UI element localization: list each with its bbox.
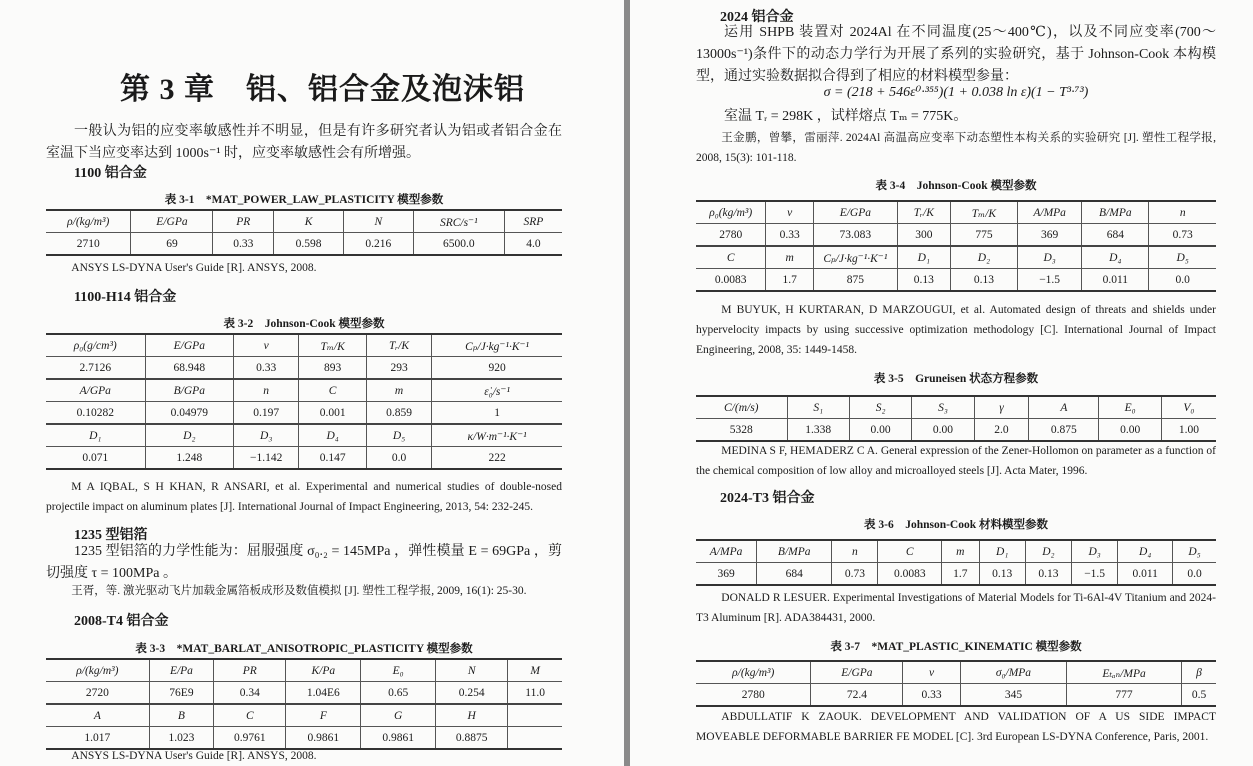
table-header-cell: D₄: [1082, 246, 1149, 269]
table-header-cell: G: [361, 704, 436, 727]
table-header-cell: C: [878, 540, 942, 563]
table-header-cell: SRP: [504, 210, 562, 233]
table-cell: −1.5: [1072, 563, 1118, 586]
table-header-cell: C: [696, 246, 766, 269]
table-row: [696, 269, 1216, 292]
table-header-cell: B: [149, 704, 214, 727]
table-cell: 1.248: [145, 447, 234, 470]
table-cell: 0.00: [849, 419, 911, 442]
heading-2024: 2024 铝合金: [720, 10, 794, 25]
table-header-cell: ρ₀(kg/m³): [696, 201, 766, 224]
table-cell: 0.13: [950, 269, 1017, 292]
table-header-cell: Cₚ/J·kg⁻¹·K⁻¹: [813, 246, 897, 269]
table-header-cell: A/MPa: [696, 540, 757, 563]
table-header-cell: D₂: [950, 246, 1017, 269]
table-header-cell: D₅: [1173, 540, 1216, 563]
table-3-1-reference: ANSYS LS-DYNA User's Guide [R]. ANSYS, 2008.: [71, 262, 317, 274]
table-3-7-caption: 表 3-7 *MAT_PLASTIC_KINEMATIC 模型参数: [830, 641, 1082, 653]
table-cell: 72.4: [811, 684, 903, 707]
table-header-cell: m: [942, 540, 980, 563]
table-header-cell: E₀: [361, 659, 436, 682]
table-3-5: [696, 395, 1216, 442]
table-header-cell: D₁: [46, 424, 145, 447]
table-header-cell: ρ/(kg/m³): [46, 210, 131, 233]
table-row: [46, 682, 562, 705]
table-cell: 0.33: [213, 233, 274, 256]
heading-2024-t3: 2024-T3 铝合金: [720, 491, 815, 506]
table-row: [696, 419, 1216, 442]
table-header-row: [696, 661, 1216, 684]
table-3-7: [696, 660, 1216, 707]
table-header-cell: PR: [213, 210, 274, 233]
table-cell: 1: [432, 402, 562, 425]
table-header-cell: D₄: [1118, 540, 1173, 563]
table-header-cell: E/GPa: [811, 661, 903, 684]
table-cell: 0.65: [361, 682, 436, 705]
table-cell: 2780: [696, 224, 766, 247]
table-header-cell: S₂: [849, 396, 911, 419]
table-cell: 0.10282: [46, 402, 145, 425]
table-cell: 777: [1067, 684, 1182, 707]
table-cell: 0.9861: [286, 727, 361, 750]
table-cell: 5328: [696, 419, 787, 442]
table-header-cell: ν: [766, 201, 814, 224]
table-header-cell: ρ/(kg/m³): [696, 661, 811, 684]
table-row: [696, 563, 1216, 586]
table-cell: 0.5: [1182, 684, 1217, 707]
table-cell: −1.142: [234, 447, 299, 470]
table-cell: 0.33: [903, 684, 960, 707]
johnson-cook-formula: σ = (218 + 546ε⁰·³⁵⁵)(1 + 0.038 ln ε̇)(1 − T³·⁷³): [823, 85, 1089, 100]
table-header-cell: M: [508, 659, 562, 682]
table-header-cell: E₀: [1099, 396, 1161, 419]
table-3-1: [46, 209, 562, 256]
table-header-cell: A/MPa: [1017, 201, 1081, 224]
table-cell: 0.011: [1082, 269, 1149, 292]
table-header-cell: K: [274, 210, 344, 233]
table-cell: 0.73: [1149, 224, 1216, 247]
table-cell: 6500.0: [413, 233, 504, 256]
table-header-row: [46, 334, 562, 357]
table-cell: 0.216: [343, 233, 413, 256]
table-cell: 0.197: [234, 402, 299, 425]
table-header-cell: E/GPa: [131, 210, 213, 233]
table-cell: 0.73: [832, 563, 878, 586]
table-header-cell: n: [832, 540, 878, 563]
table-3-6: [696, 539, 1216, 586]
table-header-cell: Tₘ/K: [299, 334, 367, 357]
table-cell: 1.04E6: [286, 682, 361, 705]
table-header-cell: S₃: [912, 396, 974, 419]
heading-1235: 1235 型铝箔: [74, 528, 148, 543]
table-cell: 369: [1017, 224, 1081, 247]
table-header-cell: κ/W·m⁻¹·K⁻¹: [432, 424, 562, 447]
chapter-title: 第 3 章 铝、铝合金及泡沫铝: [120, 73, 525, 106]
table-cell: 0.0: [367, 447, 432, 470]
table-header-row: [696, 201, 1216, 224]
table-cell: 0.147: [299, 447, 367, 470]
table-header-row: [696, 396, 1216, 419]
table-cell: 2720: [46, 682, 149, 705]
foil-1235-reference: 王胥，等. 激光驱动飞片加载金属箔板成形及数值模拟 [J]. 塑性工程学报, 2009, 16(1): 25-30.: [71, 585, 527, 597]
table-3-3-reference: ANSYS LS-DYNA User's Guide [R]. ANSYS, 2008.: [71, 750, 317, 762]
table-header-row: [46, 379, 562, 402]
table-header-cell: ν: [234, 334, 299, 357]
table-header-cell: D₅: [367, 424, 432, 447]
table-header-cell: A: [1029, 396, 1099, 419]
table-cell: 684: [1082, 224, 1149, 247]
table-header-cell: A: [46, 704, 149, 727]
table-cell: 0.071: [46, 447, 145, 470]
table-header-cell: D₂: [1025, 540, 1071, 563]
table-header-cell: S₁: [787, 396, 849, 419]
table-header-cell: γ: [974, 396, 1029, 419]
table-cell: 775: [950, 224, 1017, 247]
table-cell: 69: [131, 233, 213, 256]
table-cell: 2.0: [974, 419, 1029, 442]
table-3-2-caption: 表 3-2 Johnson-Cook 模型参数: [223, 318, 385, 330]
table-header-cell: D₂: [145, 424, 234, 447]
table-cell: 0.33: [234, 357, 299, 380]
table-3-4-reference: M BUYUK, H KURTARAN, D MARZOUGUI, et al. Automated design of threats and shields under hypervelocity impacts by using successive optimization methodology [C]. International Journal of Impact Engineering, 2008, 35: 1449-1458.: [696, 304, 1216, 356]
table-header-cell: B/MPa: [1082, 201, 1149, 224]
table-3-7-reference: ABDULLATIF K ZAOUK. DEVELOPMENT AND VALIDATION OF A US SIDE IMPACT MOVEABLE DEFORMABLE BARRIER FE MODEL [C]. 3rd European LS-DYNA Conference, Paris, 2001.: [696, 711, 1216, 743]
heading-2008-t4: 2008-T4 铝合金: [74, 614, 169, 629]
table-header-cell: C: [299, 379, 367, 402]
table-header-cell: n: [234, 379, 299, 402]
table-cell: 1.023: [149, 727, 214, 750]
table-cell: 76E9: [149, 682, 214, 705]
table-header-cell: C/(m/s): [696, 396, 787, 419]
table-cell: 0.9861: [361, 727, 436, 750]
table-cell: 1.338: [787, 419, 849, 442]
table-header-cell: PR: [214, 659, 286, 682]
table-header-cell: n: [1149, 201, 1216, 224]
table-cell: 73.083: [813, 224, 897, 247]
table-3-6-caption: 表 3-6 Johnson-Cook 材料模型参数: [863, 519, 1049, 531]
table-cell: 0.9761: [214, 727, 286, 750]
table-cell: 369: [696, 563, 757, 586]
table-header-row: [46, 210, 562, 233]
table-header-cell: Tᵣ/K: [367, 334, 432, 357]
left-page: [0, 0, 624, 766]
table-header-row: [696, 246, 1216, 269]
table-header-cell: D₄: [299, 424, 367, 447]
right-page: [630, 0, 1253, 766]
table-header-cell: m: [367, 379, 432, 402]
table-header-cell: E/GPa: [145, 334, 234, 357]
table-cell: 0.04979: [145, 402, 234, 425]
table-cell: 893: [299, 357, 367, 380]
table-header-cell: Cₚ/J·kg⁻¹·K⁻¹: [432, 334, 562, 357]
table-header-row: [46, 704, 562, 727]
table-cell: 0.0: [1173, 563, 1216, 586]
table-header-cell: N: [343, 210, 413, 233]
table-header-cell: ε̇₀/s⁻¹: [432, 379, 562, 402]
table-header-cell: N: [436, 659, 508, 682]
table-header-cell: ρ₀(g/cm³): [46, 334, 145, 357]
table-3-5-reference: MEDINA S F, HEMADERZ C A. General expression of the Zener-Hollomon on parameter as a function of the chemical composition of low alloy and microalloyed steels [J]. Acta Mater, 1996.: [696, 445, 1216, 477]
table-cell: 1.00: [1161, 419, 1216, 442]
heading-1100-h14: 1100-H14 铝合金: [74, 290, 177, 305]
table-header-cell: [508, 704, 562, 727]
foil-1235-paragraph: 1235 型铝箔的力学性能为：屈服强度 σ₀.₂ = 145MPa ，弹性模量 E = 69GPa ，剪切强度 τ = 100MPa 。: [46, 544, 562, 581]
table-cell: 875: [813, 269, 897, 292]
table-header-cell: D₃: [234, 424, 299, 447]
table-cell: 0.254: [436, 682, 508, 705]
table-cell: 4.0: [504, 233, 562, 256]
table-header-cell: SRC/s⁻¹: [413, 210, 504, 233]
table-cell: 345: [960, 684, 1066, 707]
table-cell: 0.33: [766, 224, 814, 247]
table-header-row: [46, 424, 562, 447]
table-header-cell: H: [436, 704, 508, 727]
table-header-cell: D₅: [1149, 246, 1216, 269]
table-3-6-reference: DONALD R LESUER. Experimental Investigations of Material Models for Ti-6Al-4V Titanium and 2024-T3 Aluminum [R]. ADA384431, 2000.: [696, 592, 1216, 624]
table-row: [46, 233, 562, 256]
table-header-cell: Tₘ/K: [950, 201, 1017, 224]
table-cell: 300: [897, 224, 950, 247]
table-cell: 0.13: [897, 269, 950, 292]
table-header-cell: B/MPa: [757, 540, 832, 563]
temperature-line: 室温 Tᵣ = 298K ，试样熔点 Tₘ = 775K。: [724, 109, 968, 124]
table-header-cell: ρ/(kg/m³): [46, 659, 149, 682]
alloy-2024-reference: 王金鹏，曾攀，雷丽萍. 2024Al 高温高应变率下动态塑性本构关系的实验研究 [J]. 塑性工程学报, 2008, 15(3): 101-118.: [696, 132, 1216, 164]
table-cell: 0.00: [912, 419, 974, 442]
table-header-row: [46, 659, 562, 682]
table-3-5-caption: 表 3-5 Gruneisen 状态方程参数: [873, 373, 1039, 385]
table-row: [696, 684, 1216, 707]
table-header-cell: D₃: [1072, 540, 1118, 563]
table-header-cell: D₁: [897, 246, 950, 269]
table-cell: 0.0083: [878, 563, 942, 586]
table-header-cell: C: [214, 704, 286, 727]
table-header-cell: E/Pa: [149, 659, 214, 682]
table-header-cell: β: [1182, 661, 1217, 684]
table-header-cell: K/Pa: [286, 659, 361, 682]
table-cell: 0.34: [214, 682, 286, 705]
table-cell: 0.0: [1149, 269, 1216, 292]
table-cell: 0.13: [979, 563, 1025, 586]
table-cell: 920: [432, 357, 562, 380]
table-cell: 2780: [696, 684, 811, 707]
table-cell: 68.948: [145, 357, 234, 380]
table-cell: 0.859: [367, 402, 432, 425]
table-cell: 1.7: [766, 269, 814, 292]
table-cell: 0.13: [1025, 563, 1071, 586]
table-header-cell: F: [286, 704, 361, 727]
table-header-cell: Eₜₐₙ/MPa: [1067, 661, 1182, 684]
table-row: [696, 224, 1216, 247]
table-header-cell: σ₀/MPa: [960, 661, 1066, 684]
table-3-4: [696, 200, 1216, 292]
heading-1100: 1100 铝合金: [74, 166, 147, 181]
table-cell: 684: [757, 563, 832, 586]
table-3-2-reference: M A IQBAL, S H KHAN, R ANSARI, et al. Experimental and numerical studies of double-nosed projectile impact on aluminum plates [J]. International Journal of Impact Engineering, 2013, 54: 232-245.: [46, 481, 562, 513]
table-3-3: [46, 658, 562, 750]
table-header-cell: m: [766, 246, 814, 269]
table-row: [46, 357, 562, 380]
table-cell: 293: [367, 357, 432, 380]
table-cell: 1.7: [942, 563, 980, 586]
table-3-2: [46, 333, 562, 470]
table-header-cell: D₃: [1017, 246, 1081, 269]
table-cell: 2.7126: [46, 357, 145, 380]
table-cell: 222: [432, 447, 562, 470]
intro-paragraph: 一般认为铝的应变率敏感性并不明显，但是有许多研究者认为铝或者铝合金在室温下当应变率达到 1000s⁻¹ 时，应变率敏感性会有所增强。: [46, 124, 562, 161]
table-3-1-caption: 表 3-1 *MAT_POWER_LAW_PLASTICITY 模型参数: [164, 194, 444, 206]
table-cell: 1.017: [46, 727, 149, 750]
table-cell: 0.011: [1118, 563, 1173, 586]
table-cell: 0.875: [1029, 419, 1099, 442]
table-header-cell: V₀: [1161, 396, 1216, 419]
table-cell: −1.5: [1017, 269, 1081, 292]
table-cell: 0.00: [1099, 419, 1161, 442]
table-header-cell: B/GPa: [145, 379, 234, 402]
table-cell: 0.598: [274, 233, 344, 256]
table-cell: 2710: [46, 233, 131, 256]
table-cell: 0.8875: [436, 727, 508, 750]
table-cell: 0.001: [299, 402, 367, 425]
table-cell: 11.0: [508, 682, 562, 705]
table-header-cell: Tᵣ/K: [897, 201, 950, 224]
table-header-cell: E/GPa: [813, 201, 897, 224]
table-header-cell: A/GPa: [46, 379, 145, 402]
table-row: [46, 402, 562, 425]
table-header-cell: D₁: [979, 540, 1025, 563]
table-header-cell: ν: [903, 661, 960, 684]
table-3-3-caption: 表 3-3 *MAT_BARLAT_ANISOTROPIC_PLASTICITY 模型参数: [135, 643, 473, 655]
table-cell: 0.0083: [696, 269, 766, 292]
table-header-row: [696, 540, 1216, 563]
alloy-2024-paragraph: 运用 SHPB 装置对 2024Al 在不同温度(25～400℃)，以及不同应变率(700～13000s⁻¹)条件下的动态力学行为开展了系列的实验研究，基于 Johnson-Cook 本构模型，通过实验数据拟合得到了相应的材料模型参量：: [696, 25, 1216, 84]
table-3-4-caption: 表 3-4 Johnson-Cook 模型参数: [875, 180, 1037, 192]
table-row: [46, 447, 562, 470]
